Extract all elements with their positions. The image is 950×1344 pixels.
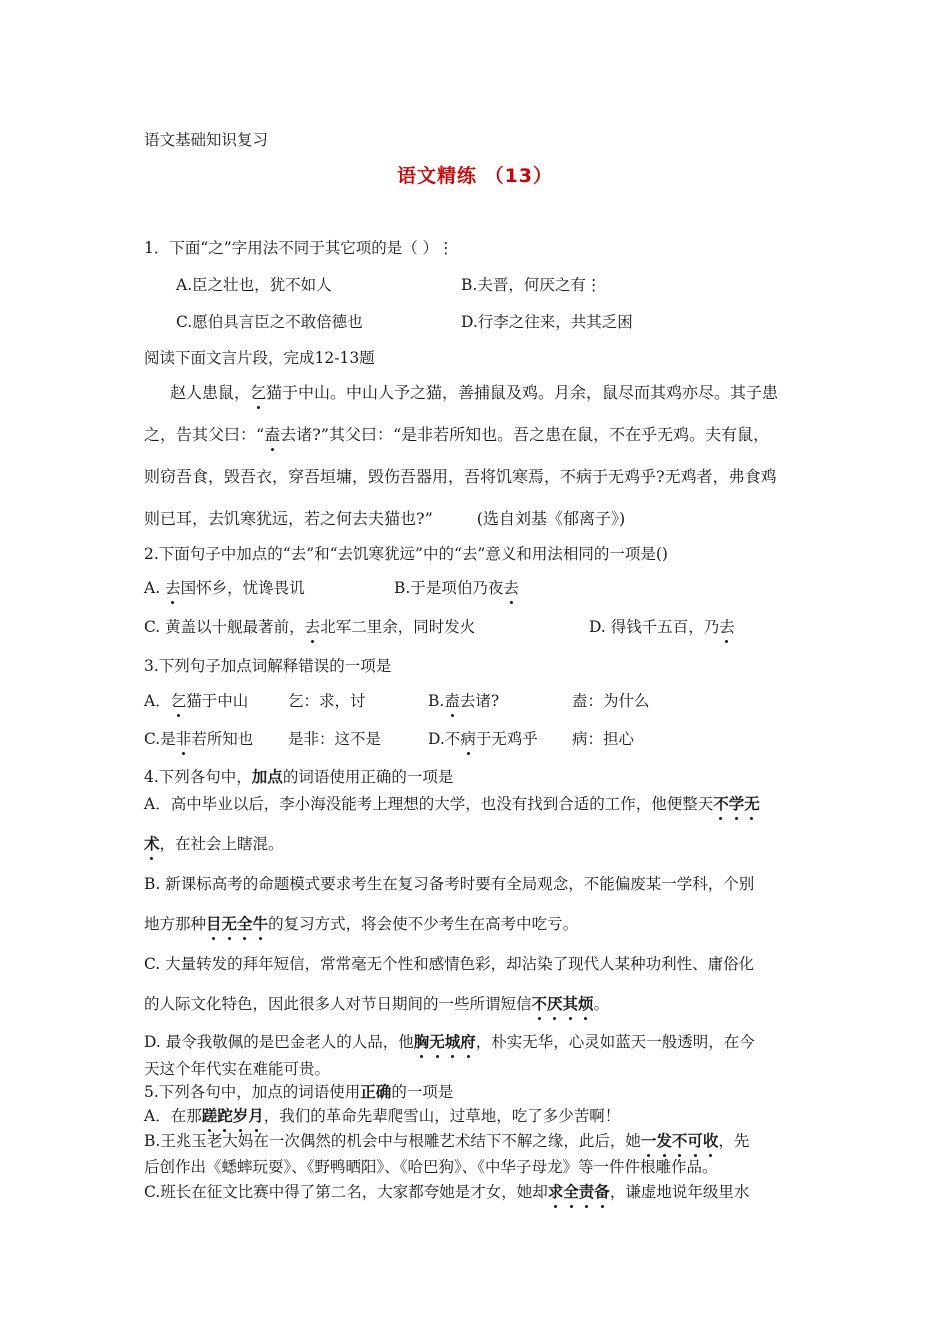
dotted-word: 去 [305,615,321,637]
dotted-word: 牛 [252,914,269,933]
dotted-word: 求 [547,1182,564,1201]
dotted-word: 蹉 [201,1106,218,1125]
page-title: 语文精练 （13） [396,165,554,187]
q1-option-a: A.臣之壮也，犹不如人 [176,276,332,294]
dotted-word: 责 [578,1182,595,1201]
dotted-word: 收 [702,1131,719,1150]
dotted-word: 学 [728,794,745,813]
q3-option-a: A．乞猫于中山 [144,689,870,711]
dotted-word: 不 [713,794,729,813]
q3-explain-a: 乞：求，讨 [288,692,366,710]
q3-option-d: D.不病于无鸡乎 [428,727,870,749]
q3-explain-c: 是非：这不是 [288,730,382,748]
dotted-word: 去 [165,576,181,598]
dotted-word: 发 [656,1131,672,1150]
dotted-word: 乞 [250,380,266,403]
q1-stem: 1．下面“之”字用法不同于其它项的是（ ）⋮ [144,239,454,257]
q3-option-b: B.盍去诸? [428,689,870,711]
dotted-word: 备 [594,1182,610,1201]
q4-option-c-line1: C. 大量转发的拜年短信，常常毫无个性和感情色彩，却沾染了现代人某种功利性、庸俗化 [144,955,755,973]
dotted-word: 府 [460,1032,476,1051]
q2-option-c: C. 黄盖以十舰最著前，去北军二里余，同时发火 [144,615,870,637]
q1-option-c: C.愿伯具言臣之不敢倍德也 [176,313,363,331]
q4-option-b-line1: B. 新课标高考的命题模式要求考生在复习备考时要有全局观念，不能偏废某一学科，个别 [144,875,755,893]
dotted-word: 岁 [232,1106,249,1125]
dotted-word: 其 [562,994,579,1013]
dotted-word: 无 [221,914,238,933]
dotted-word: 无 [744,794,760,813]
q2-option-d: D. 得钱千五百，乃去 [589,615,870,637]
dotted-word: 可 [687,1131,703,1150]
dotted-word: 乞 [171,689,187,711]
dotted-word: 去 [503,576,519,598]
dotted-word: 烦 [578,994,594,1013]
dotted-word: 非 [176,727,192,749]
q1-option-d: D.行李之往来，共其乏困 [461,313,633,331]
dotted-word: 目 [206,914,222,933]
q4-option-c-line2: 的人际文化特色，因此很多人对节日期间的一些所谓短信不厌其烦。 [144,994,610,1013]
q4-option-a-line2: 术，在社会上瞎混。 [144,834,284,853]
passage-line-3: 则窃吾食，毁吾衣，穿吾垣墉，毁伤吾器用，吾将饥寒焉，不病于无鸡乎?无鸡者，弗食鸡 [144,467,777,486]
dotted-word: 术 [144,834,160,853]
dotted-word: 去 [719,615,735,637]
section-header: 语文基础知识复习 [144,131,269,149]
passage-line-2: 之，告其父曰：“盍去诸?”其父曰：“是非若所知也。吾之患在鼠，不在乎无鸡。夫有鼠， [144,422,870,445]
dotted-word: 一 [640,1131,657,1150]
q3-explain-b: 盍：为什么 [572,692,650,710]
q5-option-b-line2: 后创作出《蟋蟀玩耍》、《野鸭晒阳》、《哈巴狗》、《中华子母龙》等一件件根雕作品。 [144,1158,718,1176]
dotted-word: 不 [671,1131,688,1150]
q5-option-a: A．在那蹉跎岁月，我们的革命先辈爬雪山，过草地，吃了多少苦啊！ [144,1106,621,1125]
passage-line-1: 赵人患鼠，乞猫于中山。中山人予之猫，善捕鼠及鸡。月余，鼠尽而其鸡亦尽。其子患 [170,380,870,403]
dotted-word: 盍 [444,689,460,711]
dotted-word: 跎 [217,1106,233,1125]
q3-explain-d: 病：担心 [572,730,635,748]
q2-option-a: A. 去国怀乡，忧谗畏讥 [144,576,870,598]
q2-stem: 2.下面句子中加点的“去”和“去饥寒犹远”中的“去”意义和用法相同的一项是() [144,545,668,563]
dotted-word: 盍 [264,422,280,445]
dotted-word: 胸 [413,1032,430,1051]
dotted-word: 全 [237,914,253,933]
q2-option-b: B.于是项伯乃夜去 [394,576,870,598]
q4-stem: 4.下列各句中，加点的词语使用正确的一项是 [144,767,454,786]
dotted-word: 城 [444,1032,461,1051]
passage-source: (选自刘基《郁离子》) [476,509,626,528]
dotted-word: 病 [460,727,476,749]
q5-option-b-line1: B.王兆玉老大妈在一次偶然的机会中与根雕艺术结下不解之缘，此后，她一发不可收，先 [144,1131,750,1150]
q3-option-c: C.是非若所知也 [144,727,870,749]
dotted-word: 全 [563,1182,579,1201]
dotted-word: 无 [429,1032,445,1051]
dotted-word: 不 [531,994,548,1013]
q1-option-b: B.夫晋，何厌之有⋮ [461,276,602,294]
reading-intro: 阅读下面文言片段，完成12-13题 [144,349,375,367]
q5-option-c-line1: C.班长在征文比赛中得了第二名，大家都夸她是才女，她却求全责备，谦虚地说年级里水 [144,1182,750,1201]
q5-stem: 5.下列各句中，加点的词语使用正确的一项是 [144,1082,454,1101]
q4-option-b-line2: 地方那种目无全牛的复习方式，将会使不少考生在高考中吃亏。 [144,914,579,933]
q3-stem: 3.下列句子加点词解释错误的一项是 [144,657,392,675]
q4-option-d-line1: D. 最令我敬佩的是巴金老人的人品，他胸无城府，朴实无华，心灵如蓝天一般透明，在今 [144,1032,755,1051]
q4-option-a-line1: A．高中毕业以后，李小海没能考上理想的大学，也没有找到合适的工作，他便整天不学无 [144,794,760,813]
passage-line-4: 则已耳，去饥寒犹远，若之何去夫猫也?” (选自刘基《郁离子》) [144,509,626,528]
dotted-word: 厌 [547,994,563,1013]
dotted-word: 月 [248,1106,264,1125]
q4-option-d-line2: 天这个年代实在难能可贵。 [144,1060,331,1078]
